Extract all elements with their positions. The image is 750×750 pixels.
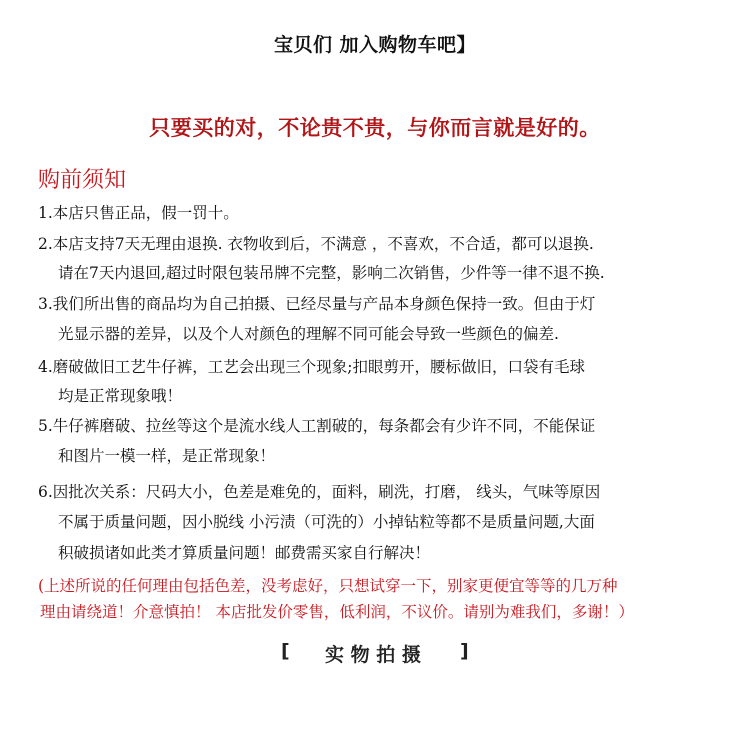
footer-label: 实 物 拍 摄: [325, 644, 421, 666]
notice-line-3: 3.我们所出售的商品均为自己拍摄、已经尽量与产品本身颜色保持一致。但由于灯: [38, 295, 596, 313]
footer-left-bracket: [: [281, 640, 290, 662]
notice-heading: 购前须知: [38, 168, 127, 193]
notice-line-5-cont: 和图片一模一样，是正常现象！: [58, 447, 276, 465]
notice-line-2: 2.本店支持7天无理由退换. 衣物收到后，不满意 ，不喜欢，不合适，都可以退换.: [38, 235, 594, 253]
notice-line-6-cont-1: 不属于质量问题，因小脱线 小污渍（可洗的）小掉钻粒等都不是质量问题,大面: [58, 513, 595, 531]
disclaimer-line-2: 理由请绕道！介意慎拍！ 本店批发价零售，低利润，不议价。请别为难我们，多谢！）: [40, 603, 634, 621]
notice-line-5: 5.牛仔裤磨破、拉丝等这个是流水线人工割破的，每条都会有少许不同，不能保证: [38, 417, 596, 435]
page-title: 宝贝们 加入购物车吧】: [273, 34, 477, 56]
footer-right-bracket: ]: [460, 640, 469, 662]
notice-line-6: 6.因批次关系：尺码大小，色差是难免的，面料，刷洗，打磨， 线头，气味等原因: [38, 483, 601, 501]
notice-line-4: 4.磨破做旧工艺牛仔裤，工艺会出现三个现象;扣眼剪开，腰标做旧，口袋有毛球: [38, 358, 586, 376]
notice-line-4-cont: 均是正常现象哦！: [58, 387, 183, 405]
notice-line-3-cont: 光显示器的差异，以及个人对颜色的理解不同可能会导致一些颜色的偏差.: [58, 325, 559, 343]
notice-line-2-cont: 请在7天内退回,超过时限包装吊牌不完整，影响二次销售，少件等一律不退不换.: [58, 264, 605, 282]
disclaimer-line-1: (上述所说的任何理由包括色差，没考虑好，只想试穿一下，别家更便宜等等的几万种: [38, 577, 618, 595]
notice-line-6-cont-2: 积破损诸如此类才算质量问题！邮费需买家自行解决！: [58, 544, 431, 562]
slogan: 只要买的对，不论贵不贵，与你而言就是好的。: [149, 116, 601, 140]
notice-line-1: 1.本店只售正品，假一罚十。: [38, 204, 239, 222]
